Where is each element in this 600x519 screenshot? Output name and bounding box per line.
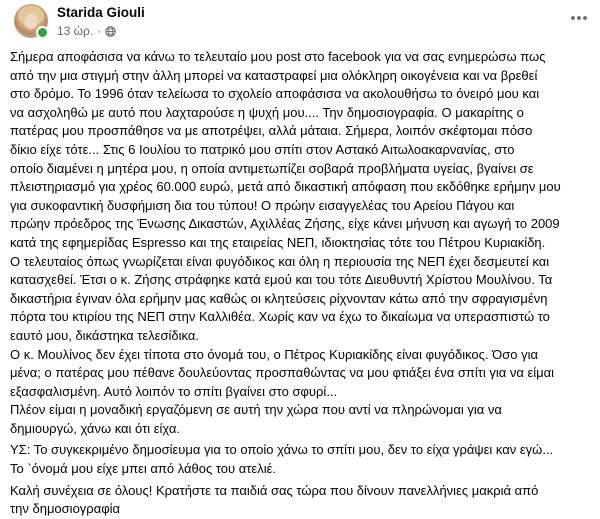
- post-line: Καλή συνέχεια σε όλους! Κρατήστε τα παιδιά σας τώρα που δίνουν πανελλήνιες μακριά από: [10, 482, 539, 498]
- post-meta: [57, 24, 116, 38]
- post-line: εξασφαλισμένη. Αυτό λοιπόν το σπίτι βγαίνει στο σφυρί...: [10, 383, 338, 399]
- post-line: να ασχοληθώ με αυτό που λαχταρούσε η ψυχή μου.... Την δημοσιογραφία. Ο μακαρίτης ο: [10, 104, 524, 120]
- post-line: οποίο διαμένει η μητέρα μου, η οποία αντιμετωπίζει σοβαρά προβλήματα υγείας, βγαίνει σε: [10, 160, 534, 176]
- post-line: στο δρόμο. Το 1996 όταν τελείωσα το σχολείο αποφάσισα να ακολουθήσω το όνειρό μου και: [10, 86, 540, 102]
- online-status-dot: [36, 26, 49, 39]
- post-line: μένα; ο πατέρας μου πέθανε δουλεύοντας προσπαθώντας να μου φτιάξει ένα σπίτι για να είμαι: [10, 365, 555, 381]
- post-line: δημιουργώ, χάνω και ότι είχα.: [10, 420, 181, 436]
- post-body: [10, 48, 594, 519]
- post-line: από την μια στιγμή στην άλλη μπορεί να καταστραφεί μια ολόκληρη οικογένεια και να βρεθεί: [10, 67, 538, 83]
- post-line: κατά της εφημερίδας Espresso και της εταιρείας ΝΕΠ, ιδιοκτησίας τότε του Πέτρου Κυριακίδη.: [10, 234, 546, 250]
- post-line: κατασχεθεί. Έτσι ο κ. Ζήσης στράφηκε κατά εμού και του τότε Διευθυντή Χρίστου Μουλίνου. Τα: [10, 272, 553, 288]
- more-options-button[interactable]: [566, 4, 592, 30]
- post-line: δίκιο είχε τότε... Στις 6 Ιουλίου το πατρικό μου σπίτι στον Αστακό Αιτωλοακαρνανίας, στο: [10, 141, 515, 157]
- post-line: εαυτό μου, δικάστηκα τελεσίδικα.: [10, 327, 200, 343]
- post-line: πατέρας μου προσπάθησε να με αποτρέψει, αλλά μάταια. Σήμερα, λοιπόν σκέφτομαι πόσο: [10, 123, 533, 139]
- post-line: δικαστήρια έγιναν όλα ερήμην μας καθώς οι κλητεύσεις ρίχνονταν κάτω από την σφραγισμένη: [10, 290, 548, 306]
- profile-avatar[interactable]: [14, 4, 48, 38]
- globe-icon: [105, 26, 116, 37]
- author-name[interactable]: Starida Giouli: [57, 5, 145, 20]
- post-line: Πλέον είμαι η μοναδική εργαζόμενη σε αυτή την χώρα που αντί να πληρώνομαι για να: [10, 402, 502, 418]
- post-line: για συκοφαντική δυσφήμιση δια του τύπου! Ο πρώην εισαγγελέας του Αρείου Πάγου και: [10, 197, 515, 213]
- post-line: πόρτα του κτιρίου της ΝΕΠ στην Καλλιθέα. Χωρίς καν να έχω το δικαίωμα να υπερασπιστώ το: [10, 309, 550, 325]
- post-line: Το `όνομά μου είχε μπει από λάθος του ατελιέ.: [10, 461, 276, 477]
- more-options-icon: [570, 8, 588, 26]
- meta-separator: ·: [97, 24, 102, 38]
- post-header: [0, 0, 600, 44]
- post-line: πρώην πρόεδρος της Ένωσης Δικαστών, Αχιλλέας Ζήσης, είχε κάνει μήνυση και αγωγή το 2009: [10, 216, 560, 232]
- post-line: Σήμερα αποφάσισα να κάνω το τελευταίο μου post στο facebook για να σας ενημερώσω πως: [10, 49, 546, 64]
- post-line: Ο κ. Μουλίνος δεν έχει τίποτα στο όνομά του, ο Πέτρος Κυριακίδης είναι φυγόδικος. Όσο για: [10, 346, 538, 362]
- post-line: ΥΣ: Το συγκεκριμένο δημοσίευμα για το οποίο χάνω το σπίτι μου, δεν το είχα γράψει καν εγώ...: [10, 442, 554, 458]
- post-line: πλειστηριασμό για χρέος 60.000 ευρώ, μετά από δικαστική απόφαση που εκδόθηκε ερήμην μου: [10, 179, 561, 195]
- post-timestamp[interactable]: 13 ώρ.: [57, 24, 94, 38]
- post-line: την δημοσιογραφία: [10, 501, 121, 517]
- post-line: Ο τελευταίος όπως γνωρίζεται είναι φυγόδικος και όλη η περιουσία της ΝΕΠ έχει δεσμευτεί και: [10, 253, 550, 269]
